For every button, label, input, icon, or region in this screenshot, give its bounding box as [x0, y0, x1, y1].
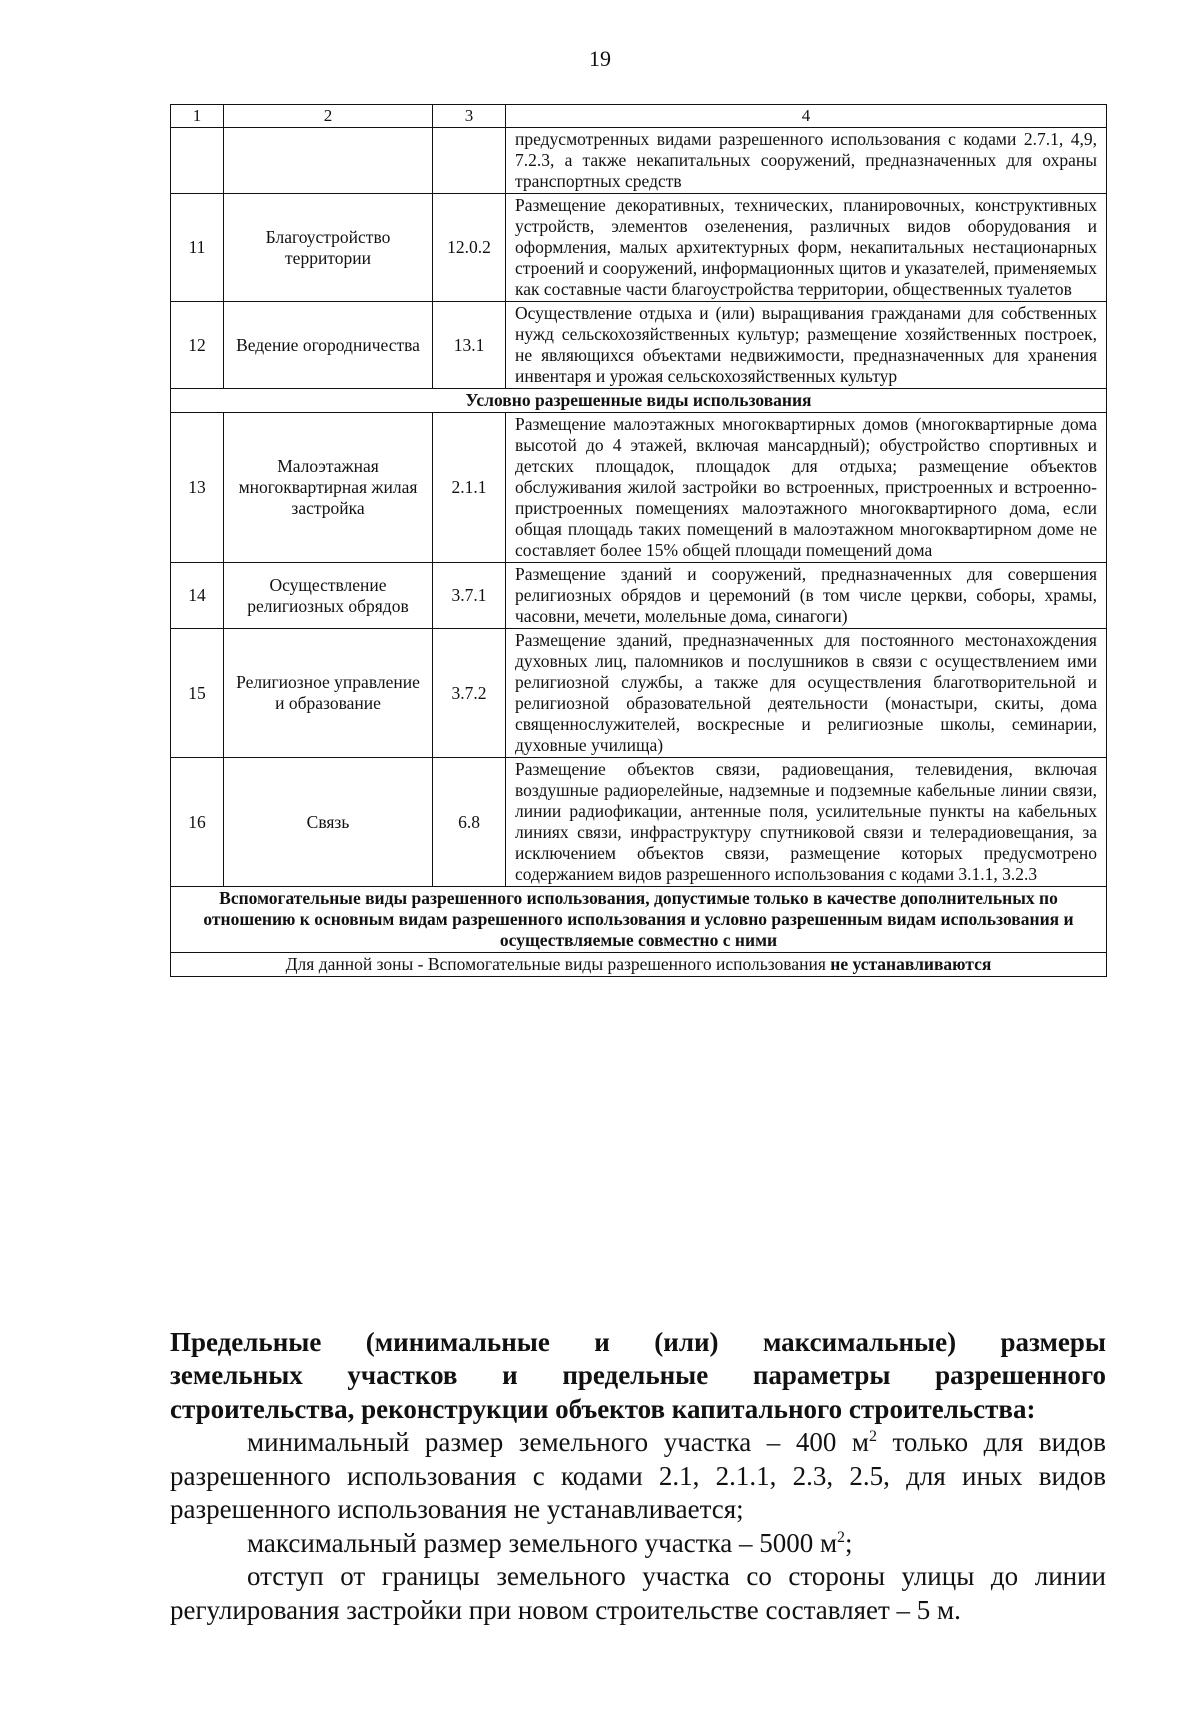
use-type-code: 3.7.2 [433, 629, 506, 758]
plot-size-section [170, 1326, 1106, 1627]
auxiliary-section-row [171, 887, 1107, 953]
auxiliary-note-row [171, 953, 1107, 977]
table-row-continued [171, 128, 1107, 194]
table-row [171, 302, 1107, 389]
use-type-name: Осуществление религиозных обрядов [224, 563, 433, 629]
row-number: 12 [171, 302, 224, 389]
use-type-name: Благоустройство территории [224, 194, 433, 302]
table-row [171, 629, 1107, 758]
setback-paragraph: отступ от границы земельного участка со стороны улицы до линии регулирования застройки при новом строительстве составляет – 5 м. [170, 1561, 1106, 1625]
table-row [171, 413, 1107, 563]
use-type-code: 2.1.1 [433, 413, 506, 563]
table-row [171, 758, 1107, 887]
min-plot-size-text: минимальный размер земельного участка – 400 м [247, 1427, 869, 1458]
table-header-row [171, 105, 1107, 128]
use-type-description: Осуществление отдыха и (или) выращивания гражданами для собственных нужд сельскохозяйственных культур; размещение хозяйственных построек, не являющихся объектами недвижимости, предназначенных для хранения инвентаря и урожая сельскохозяйственных культур [506, 302, 1107, 389]
use-type-description: Размещение зданий и сооружений, предназначенных для совершения религиозных обрядов и церемоний (в том числе церкви, соборы, храмы, часовни, мечети, молельные дома, синагоги) [506, 563, 1107, 629]
auxiliary-note-text: Для данной зоны - Вспомогательные виды разрешенного использования [285, 954, 831, 975]
conditional-section-row [171, 389, 1107, 413]
use-type-name: Связь [224, 758, 433, 887]
row-number: 13 [171, 413, 224, 563]
row-number: 14 [171, 563, 224, 629]
section-heading-line-2: земельных участков и предельные параметры разрешенного [170, 1360, 1106, 1391]
row-number [171, 128, 224, 194]
conditional-uses-header: Условно разрешенные виды использования [171, 389, 1107, 413]
section-heading-line-1: Предельные (минимальные и (или) максимальные) размеры [170, 1327, 1106, 1357]
use-type-name: Малоэтажная многоквартирная жилая застройка [224, 413, 433, 563]
column-header-4: 4 [506, 105, 1107, 128]
min-plot-size-text-end: только для видов разрешенного использования с кодами 2.1, 2.1.1, 2.3, 2.5, для иных видов разрешенного использования не устанавливается; [170, 1427, 1107, 1525]
table-row [171, 194, 1107, 302]
max-plot-size-text: максимальный размер земельного участка – 5000 м [247, 1527, 838, 1558]
auxiliary-note-emphasis: не устанавливаются [830, 954, 992, 975]
square-meter-superscript: 2 [868, 1428, 877, 1446]
page-number: 19 [589, 46, 611, 71]
use-type-description: Размещение декоративных, технических, планировочных, конструктивных устройств, элементов озеленения, различных видов оборудования и оформления, малых архитектурных форм, некапитальных нестационарных строений и сооружений, информационных щитов и указателей, применяемых как составные части благоустройства территории, общественных туалетов [506, 194, 1107, 302]
min-plot-size-paragraph [170, 1426, 1106, 1526]
square-meter-superscript: 2 [837, 1528, 846, 1546]
row-number: 16 [171, 758, 224, 887]
max-plot-size-paragraph [170, 1527, 1106, 1560]
column-header-3: 3 [433, 105, 506, 128]
use-type-name: Религиозное управление и образование [224, 629, 433, 758]
column-header-2: 2 [224, 105, 433, 128]
use-type-code: 12.0.2 [433, 194, 506, 302]
auxiliary-uses-header: Вспомогательные виды разрешенного использования, допустимые только в качестве дополнительных по отношению к основным видам разрешенного использования и условно разрешенным видам использования и осуществляемые совместно с ними [171, 887, 1107, 953]
use-type-description: Размещение малоэтажных многоквартирных домов (многоквартирные дома высотой до 4 этажей, включая мансардный); обустройство спортивных и детских площадок, площадок для отдыха; размещение объектов обслуживания жилой застройки во встроенных, пристроенных и встроенно-пристроенных помещениях малоэтажного многоквартирного дома, если общая площадь таких помещений в малоэтажном многоквартирном доме не составляет более 15% общей площади помещений дома [506, 413, 1107, 563]
use-type-description: Размещение зданий, предназначенных для постоянного местонахождения духовных лиц, паломников и послушников в связи с осуществлением ими религиозной службы, а также для осуществления благотворительной и религиозной образовательной деятельности (монастыри, скиты, дома священнослужителей, воскресные и религиозные школы, семинарии, духовные училища) [506, 629, 1107, 758]
use-type-code [433, 128, 506, 194]
row-number: 11 [171, 194, 224, 302]
use-type-code: 6.8 [433, 758, 506, 887]
row-number: 15 [171, 629, 224, 758]
use-type-description: предусмотренных видами разрешенного использования с кодами 2.7.1, 4,9, 7.2.3, а также некапитальных сооружений, предназначенных для охраны транспортных средств [506, 128, 1107, 194]
auxiliary-uses-note [171, 953, 1107, 977]
use-type-name: Ведение огородничества [224, 302, 433, 389]
use-type-description: Размещение объектов связи, радиовещания, телевидения, включая воздушные радиорелейные, надземные и подземные кабельные линии связи, линии радиофикации, антенные поля, усилительные пункты на кабельных линиях связи, инфраструктуру спутниковой связи и телерадиовещания, за исключением объектов связи, размещение которых предусмотрено содержанием видов разрешенного использования с кодами 3.1.1, 3.2.3 [506, 758, 1107, 887]
use-type-code: 13.1 [433, 302, 506, 389]
land-use-table [170, 104, 1107, 977]
use-type-code: 3.7.1 [433, 563, 506, 629]
column-header-1: 1 [171, 105, 224, 128]
table-row [171, 563, 1107, 629]
use-type-name [224, 128, 433, 194]
section-heading-line-3: строительства, реконструкции объектов капитального строительства: [170, 1393, 1036, 1424]
max-plot-size-text-end: ; [845, 1527, 853, 1558]
